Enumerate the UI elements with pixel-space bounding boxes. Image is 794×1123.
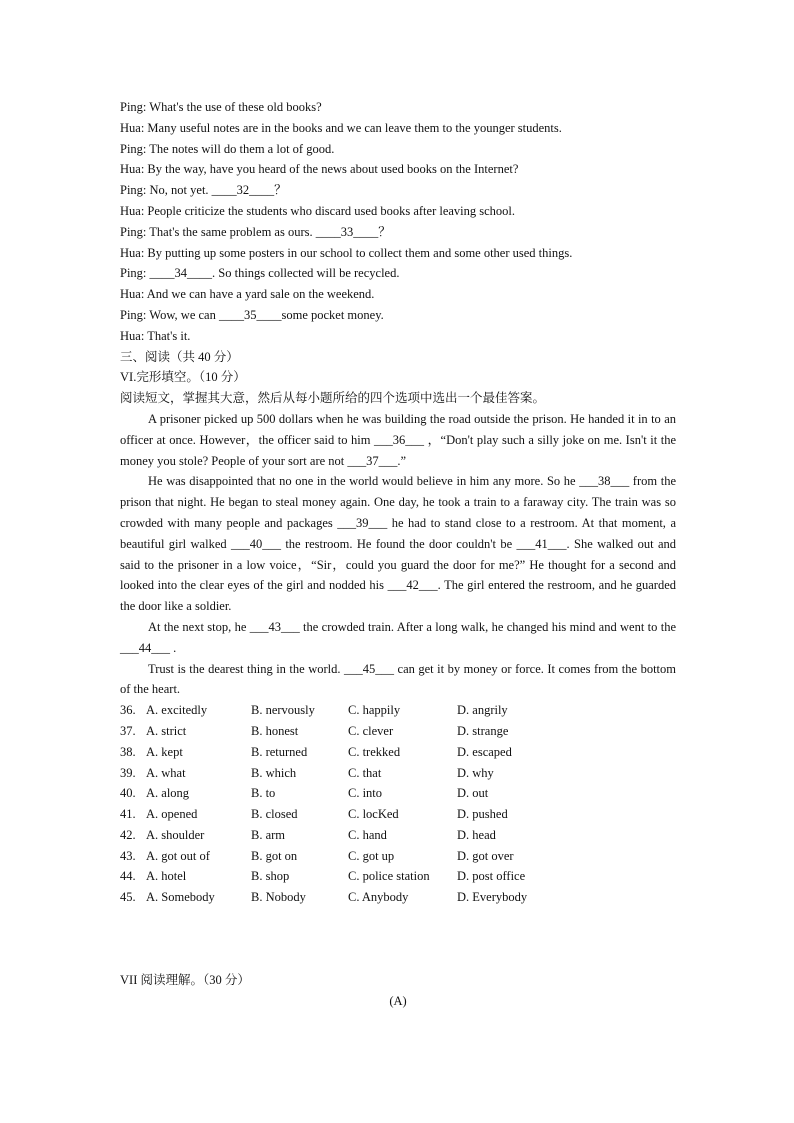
option-d: D. pushed: [457, 807, 508, 822]
passage-paragraph: Trust is the dearest thing in the world. ___45___ can get it by money or force. It comes from the bottom of the heart.: [120, 661, 676, 697]
cloze-passage: [120, 409, 676, 700]
question-number: 43.: [120, 848, 136, 863]
option-c: C. clever: [348, 723, 394, 738]
option-a: A. along: [146, 786, 190, 801]
passage-paragraph: At the next stop, he ___43___ the crowded train. After a long walk, he changed his mind and went to the ___44___ .: [120, 619, 676, 655]
option-b: B. which: [251, 765, 297, 780]
dialogue-line: Ping: What's the use of these old books?: [120, 100, 322, 114]
dialogue-line: Hua: Many useful notes are in the books and we can leave them to the younger students.: [120, 120, 562, 135]
option-row: [120, 804, 676, 825]
option-c: C. happily: [348, 703, 401, 718]
question-number: 40.: [120, 786, 136, 801]
option-a: A. excitedly: [146, 703, 208, 718]
dialogue-line: Ping: The notes will do them a lot of good.: [120, 141, 335, 156]
document-page: [120, 97, 676, 1012]
dialogue-line: Hua: That's it.: [120, 328, 191, 343]
option-c: C. police station: [348, 869, 430, 884]
option-a: A. strict: [146, 723, 187, 738]
option-row: [120, 866, 676, 887]
dialogue-line: Ping: Wow, we can ____35____some pocket money.: [120, 307, 384, 322]
dialogue-line: Ping: That's the same problem as ours. ____33____？: [120, 224, 391, 239]
dialogue-line: Ping: ____34____. So things collected will be recycled.: [120, 266, 400, 281]
option-d: D. angrily: [457, 703, 508, 718]
option-row: [120, 846, 676, 867]
option-c: C. hand: [348, 827, 387, 842]
instructions: 阅读短文，掌握其大意，然后从每小题所给的四个选项中选出一个最佳答案。: [120, 391, 546, 406]
dialogue-line: Hua: And we can have a yard sale on the weekend.: [120, 287, 375, 302]
option-a: A. kept: [146, 744, 183, 759]
option-row: [120, 825, 676, 846]
option-row: [120, 783, 676, 804]
option-a: A. got out of: [146, 848, 210, 863]
passage-paragraph: A prisoner picked up 500 dollars when he was building the road outside the prison. He handed it in to an officer at once. However，the officer said to him ___36___ ，“Don't play such a silly joke on me. Isn't it the money you stole? People of your sort are not ___37___.”: [120, 411, 676, 468]
dialogue: [120, 97, 676, 347]
question-number: 42.: [120, 827, 136, 842]
question-number: 39.: [120, 765, 136, 780]
option-a: A. shoulder: [146, 827, 205, 842]
option-d: D. post office: [457, 869, 526, 884]
question-number: 36.: [120, 703, 136, 718]
section-6-title: VI.完形填空。（10 分）: [120, 370, 246, 385]
question-number: 41.: [120, 807, 136, 822]
question-number: 37.: [120, 723, 136, 738]
option-c: C. locKed: [348, 807, 399, 822]
option-b: B. Nobody: [251, 890, 306, 905]
dialogue-line: Ping: No, not yet. ____32____？: [120, 183, 287, 198]
option-c: C. trekked: [348, 744, 401, 759]
question-number: 38.: [120, 744, 136, 759]
option-a: A. opened: [146, 807, 198, 822]
option-row: [120, 887, 676, 908]
passage-paragraph: He was disappointed that no one in the world would believe in him any more. So he ___38___ from the prison that night. He began to steal money again. One day, he took a train to a faraway city. The train was so crowded with many people and packages ___39___ he had to stand close to a restroom. At that moment, a beautiful girl walked ___40___ the restroom. He found the door couldn't be ___41___. She walked out and said to the prisoner in a low voice，“Sir，could you guard the door for me?” He thought for a second and looked into the clear eyes of the girl and nodded his ___42___. The girl entered the restroom, and he guarded the door like a soldier.: [120, 474, 676, 614]
option-d: D. got over: [457, 848, 514, 863]
option-d: D. escaped: [457, 744, 512, 759]
option-b: B. arm: [251, 827, 286, 842]
option-a: A. hotel: [146, 869, 187, 884]
option-b: B. got on: [251, 848, 298, 863]
option-c: C. got up: [348, 848, 395, 863]
option-b: B. nervously: [251, 703, 315, 718]
option-row: [120, 721, 676, 742]
option-row: [120, 763, 676, 784]
option-d: D. Everybody: [457, 890, 528, 905]
spacer: [120, 908, 676, 970]
question-number: 45.: [120, 890, 136, 905]
section-3-title: 三、阅读（共 40 分）: [120, 349, 239, 364]
option-b: B. shop: [251, 869, 290, 884]
dialogue-line: Hua: By the way, have you heard of the news about used books on the Internet?: [120, 162, 519, 177]
option-d: D. out: [457, 786, 489, 801]
option-a: A. Somebody: [146, 890, 215, 905]
option-b: B. to: [251, 786, 276, 801]
option-row: [120, 742, 676, 763]
option-d: D. strange: [457, 723, 509, 738]
part-label: (A): [389, 993, 407, 1008]
option-b: B. returned: [251, 744, 308, 759]
option-c: C. into: [348, 786, 383, 801]
option-a: A. what: [146, 765, 186, 780]
option-c: C. Anybody: [348, 890, 409, 905]
section-7-title: VII 阅读理解。（30 分）: [120, 973, 250, 988]
option-d: D. head: [457, 827, 496, 842]
option-row: [120, 700, 676, 721]
option-d: D. why: [457, 765, 494, 780]
dialogue-line: Hua: By putting up some posters in our school to collect them and some other used things.: [120, 245, 573, 260]
option-b: B. honest: [251, 723, 299, 738]
answer-options: [120, 700, 676, 908]
dialogue-line: Hua: People criticize the students who discard used books after leaving school.: [120, 203, 516, 218]
option-c: C. that: [348, 765, 382, 780]
option-b: B. closed: [251, 807, 298, 822]
question-number: 44.: [120, 869, 136, 884]
